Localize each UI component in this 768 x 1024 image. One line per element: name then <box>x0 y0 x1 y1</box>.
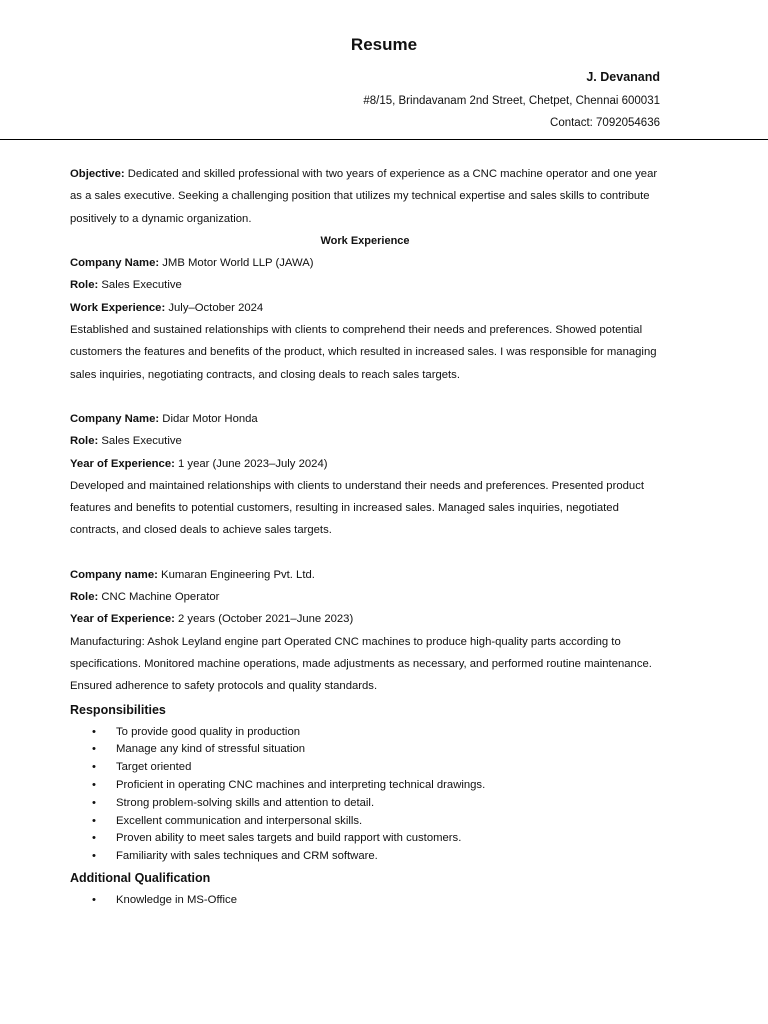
job-company <box>70 564 660 586</box>
company-label: Company Name: <box>70 412 160 425</box>
bullet-icon: • <box>92 778 96 791</box>
period-label: Work Experience: <box>70 301 166 314</box>
document-title: Resume <box>350 35 418 54</box>
list-item-text: Strong problem-solving skills and attention to detail. <box>116 796 375 809</box>
candidate-address: #8/15, Brindavanam 2nd Street, Chetpet, Chennai 600031 <box>363 95 660 107</box>
job-description: Developed and maintained relationships with clients to understand their needs and preferences. Presented product features and benefits to potential customers, resulting in increased sales. Managed sales inquiries, negotiated contracts, and closed deals to achieve sales targets. <box>70 479 644 537</box>
period-label: Year of Experience: <box>70 613 175 626</box>
responsibilities-list <box>70 724 660 866</box>
list-item <box>70 830 660 848</box>
objective-paragraph <box>70 163 660 230</box>
bullet-icon: • <box>92 814 96 827</box>
company-label: Company Name: <box>70 257 160 270</box>
list-item <box>70 741 660 759</box>
bullet-icon: • <box>92 796 96 809</box>
list-item <box>70 813 660 831</box>
objective-label: Objective: <box>70 168 125 180</box>
qualification-list <box>70 892 660 910</box>
header-divider <box>0 139 768 140</box>
role-label: Role: <box>70 279 99 292</box>
role-label: Role: <box>70 591 99 604</box>
candidate-contact: Contact: 7092054636 <box>550 117 660 129</box>
list-item <box>70 724 660 742</box>
resume-body <box>70 163 660 910</box>
list-item-text: Target oriented <box>116 761 192 774</box>
list-item-text: Familiarity with sales techniques and CRM software. <box>116 850 378 863</box>
job-company <box>70 408 660 430</box>
job-role <box>70 274 660 296</box>
job-period <box>70 297 660 319</box>
job-entry <box>70 564 660 698</box>
candidate-name: J. Devanand <box>586 70 660 84</box>
bullet-icon: • <box>92 725 96 738</box>
list-item-text: Manage any kind of stressful situation <box>116 743 306 756</box>
list-item <box>70 795 660 813</box>
list-item-text: Knowledge in MS-Office <box>116 893 237 906</box>
job-period <box>70 453 660 475</box>
period-value: July–October 2024 <box>165 301 264 314</box>
list-item-text: Proven ability to meet sales targets and build rapport with customers. <box>116 832 462 845</box>
period-label: Year of Experience: <box>70 457 175 470</box>
list-item-text: Excellent communication and interpersonal skills. <box>116 814 363 827</box>
period-value: 2 years (October 2021–June 2023) <box>174 613 354 626</box>
bullet-icon: • <box>92 832 96 845</box>
bullet-icon: • <box>92 761 96 774</box>
company-label: Company name: <box>70 568 158 581</box>
role-value: CNC Machine Operator <box>98 591 220 604</box>
company-value: JMB Motor World LLP (JAWA) <box>159 257 314 270</box>
list-item <box>70 848 660 866</box>
list-item <box>70 759 660 777</box>
work-experience-heading: Work Experience <box>320 234 410 247</box>
job-description: Established and sustained relationships with clients to comprehend their needs and preferences. Showed potential customers the features and benefits of the product, which resulted in increased sales. I was responsible for managing sales inquiries, negotiating contracts, and closing deals to reach sales targets. <box>70 324 657 381</box>
list-item <box>70 892 660 910</box>
job-period <box>70 608 660 630</box>
job-role <box>70 586 660 608</box>
company-value: Kumaran Engineering Pvt. Ltd. <box>157 568 315 581</box>
job-role <box>70 430 660 452</box>
additional-qualification-heading: Additional Qualification <box>70 870 211 885</box>
role-value: Sales Executive <box>98 279 182 292</box>
company-value: Didar Motor Honda <box>159 412 258 425</box>
list-item <box>70 777 660 795</box>
list-item-text: To provide good quality in production <box>116 725 301 738</box>
job-entry <box>70 252 660 386</box>
responsibilities-heading: Responsibilities <box>70 702 166 717</box>
period-value: 1 year (June 2023–July 2024) <box>174 457 328 470</box>
bullet-icon: • <box>92 893 96 906</box>
bullet-icon: • <box>92 743 96 756</box>
job-description: Manufacturing: Ashok Leyland engine part Operated CNC machines to produce high-quality parts according to specifications. Monitored machine operations, made adjustments as necessary, and performed routine maintenance. Ensured adherence to safety protocols and quality standards. <box>70 635 652 693</box>
role-value: Sales Executive <box>98 435 182 448</box>
job-company <box>70 252 660 274</box>
bullet-icon: • <box>92 850 96 863</box>
list-item-text: Proficient in operating CNC machines and interpreting technical drawings. <box>116 778 486 791</box>
objective-text: Dedicated and skilled professional with two years of experience as a CNC machine operator and one year as a sales executive. Seeking a challenging position that utilizes my technical expertise and sales skills to contribute positively to a dynamic organization. <box>70 168 658 225</box>
role-label: Role: <box>70 435 99 448</box>
job-entry <box>70 408 660 542</box>
